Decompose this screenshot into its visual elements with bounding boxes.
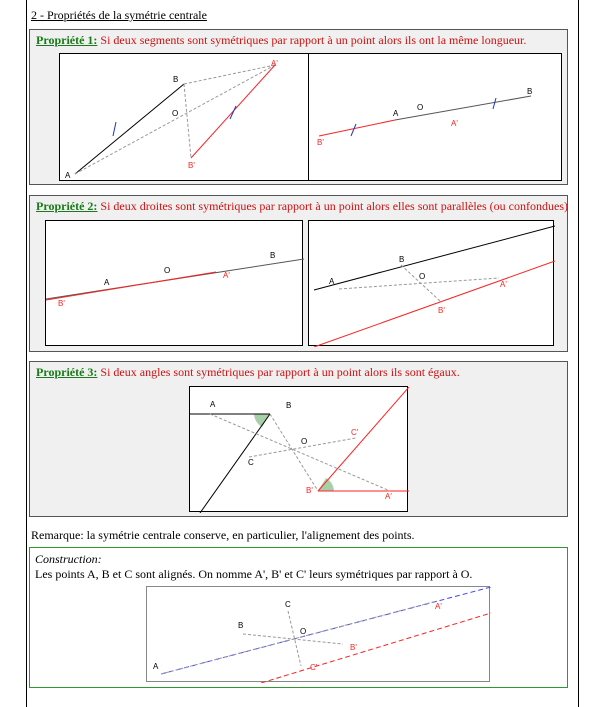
label-B-prime: B' — [58, 299, 65, 308]
label-A: A — [153, 662, 159, 671]
label-B-prime: B' — [306, 486, 313, 495]
property-1-text: Si deux segments sont symétriques par rapport à un point alors ils ont la même longueur. — [100, 33, 527, 47]
label-B: B — [527, 87, 533, 96]
property-2-heading — [36, 199, 568, 214]
label-C-prime: C' — [310, 663, 318, 672]
label-A: A — [65, 171, 71, 180]
label-A: A — [329, 277, 335, 286]
remark-text: Remarque: la symétrie centrale conserve, en particulier, l'alignement des points. — [31, 528, 415, 542]
property-1-box — [29, 29, 568, 185]
label-A-prime: A' — [385, 492, 392, 501]
property-3-box — [29, 361, 568, 517]
label-O: O — [300, 627, 307, 636]
figure-2b — [308, 220, 554, 346]
figure-1a — [59, 53, 317, 181]
label-C: C — [285, 600, 291, 609]
figure-1b — [308, 53, 562, 181]
construction-title: Construction: — [35, 552, 102, 566]
label-B: B — [238, 621, 244, 630]
figure-1a-drawing — [60, 54, 318, 182]
label-B-prime: B' — [317, 138, 324, 147]
construction-figure — [146, 586, 490, 682]
label-B-prime: B' — [350, 643, 357, 652]
property-2-label: Propriété 2: — [36, 199, 98, 213]
label-B: B — [399, 255, 405, 264]
section-title: 2 - Propriétés de la symétrie centrale — [31, 8, 207, 22]
property-2-text: Si deux droites sont symétriques par rapport à un point alors elles sont parallèles (ou confondues) — [100, 199, 568, 213]
label-A: A — [104, 278, 110, 287]
label-B: B — [173, 75, 179, 84]
label-A-prime: A' — [451, 119, 458, 128]
figure-1b-drawing — [309, 54, 563, 182]
figure-2a — [45, 220, 303, 346]
label-C-prime: C' — [351, 428, 359, 437]
label-B-prime: B' — [438, 306, 445, 315]
figure-3-drawing — [190, 387, 409, 513]
label-A-prime: A' — [223, 271, 230, 280]
label-A: A — [393, 109, 399, 118]
label-O: O — [172, 109, 179, 118]
label-A-prime: A' — [435, 602, 442, 611]
construction-figure-drawing — [147, 587, 491, 683]
property-2-box — [29, 195, 568, 352]
label-A: A — [210, 400, 216, 409]
label-B: B — [286, 401, 292, 410]
construction-text: Les points A, B et C sont alignés. On nomme A', B' et C' leurs symétriques par rapport à O. — [35, 567, 473, 581]
property-3-text: Si deux angles sont symétriques par rapport à un point alors ils sont égaux. — [100, 365, 460, 379]
construction-box — [29, 547, 568, 688]
label-A-prime: A' — [500, 280, 507, 289]
figure-2b-drawing — [309, 221, 555, 347]
label-O: O — [417, 103, 424, 112]
label-O: O — [419, 272, 426, 281]
label-B-prime: B' — [188, 161, 195, 170]
label-B: B — [270, 251, 276, 260]
property-3-heading — [36, 365, 460, 380]
label-O: O — [301, 437, 308, 446]
label-O: O — [164, 266, 171, 275]
property-3-label: Propriété 3: — [36, 365, 98, 379]
figure-3 — [189, 386, 408, 512]
property-1-label: Propriété 1: — [36, 33, 98, 47]
label-C: C — [248, 458, 254, 467]
figure-2a-drawing — [46, 221, 304, 347]
label-A-prime: A' — [271, 59, 278, 68]
property-1-heading — [36, 33, 526, 48]
